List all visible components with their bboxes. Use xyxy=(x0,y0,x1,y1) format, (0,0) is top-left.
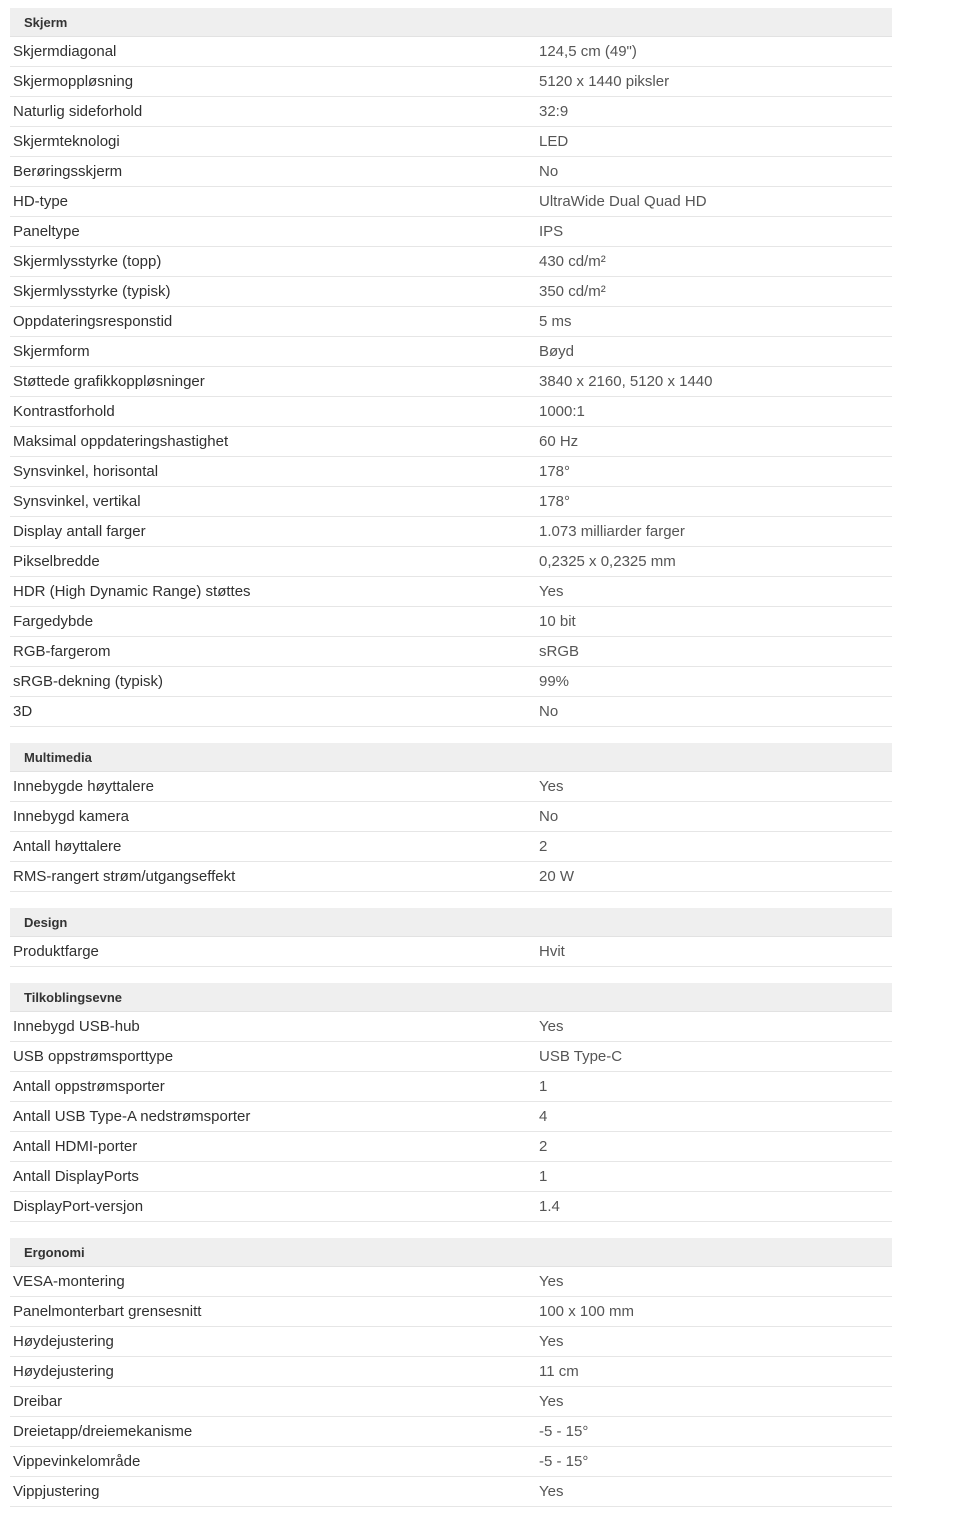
spec-row xyxy=(10,1072,892,1102)
spec-row xyxy=(10,637,892,667)
spec-value: Yes xyxy=(539,1483,564,1500)
spec-label: Skjermform xyxy=(13,343,90,360)
spec-value: Yes xyxy=(539,778,564,795)
spec-label: Dreietapp/dreiemekanisme xyxy=(13,1423,193,1440)
spec-label: VESA-montering xyxy=(13,1273,125,1290)
spec-label: Synsvinkel, vertikal xyxy=(13,493,141,510)
spec-row xyxy=(10,1192,892,1222)
spec-value: Yes xyxy=(539,1393,564,1410)
spec-value: No xyxy=(539,163,559,180)
spec-row xyxy=(10,277,892,307)
spec-value: 2 xyxy=(539,838,548,855)
spec-label: RGB-fargerom xyxy=(13,643,111,660)
spec-value: 11 cm xyxy=(539,1363,579,1380)
spec-value: UltraWide Dual Quad HD xyxy=(539,193,707,210)
spec-value: -5 - 15° xyxy=(539,1423,589,1440)
spec-row xyxy=(10,487,892,517)
spec-label: Dreibar xyxy=(13,1393,63,1410)
spec-value: 1.4 xyxy=(539,1198,560,1215)
spec-value: 124,5 cm (49") xyxy=(539,43,637,60)
spec-section-multimedia xyxy=(10,743,892,892)
spec-row xyxy=(10,127,892,157)
spec-value: 178° xyxy=(539,463,571,480)
spec-row xyxy=(10,802,892,832)
spec-label: DisplayPort-versjon xyxy=(13,1198,144,1215)
section-header: Design xyxy=(10,908,892,937)
spec-value: -5 - 15° xyxy=(539,1453,589,1470)
spec-label: RMS-rangert strøm/utgangseffekt xyxy=(13,868,236,885)
spec-row xyxy=(10,1132,892,1162)
spec-row xyxy=(10,517,892,547)
spec-value: 5120 x 1440 piksler xyxy=(539,73,670,90)
spec-row xyxy=(10,772,892,802)
spec-label: 3D xyxy=(13,703,33,720)
spec-value: 0,2325 x 0,2325 mm xyxy=(539,553,676,570)
spec-label: Skjermlysstyrke (typisk) xyxy=(13,283,171,300)
spec-value: 178° xyxy=(539,493,571,510)
spec-label: USB oppstrømsporttype xyxy=(13,1048,174,1065)
spec-row xyxy=(10,37,892,67)
spec-row xyxy=(10,1417,892,1447)
spec-row xyxy=(10,157,892,187)
spec-label: Antall DisplayPorts xyxy=(13,1168,139,1185)
spec-value: Yes xyxy=(539,1273,564,1290)
spec-row xyxy=(10,457,892,487)
spec-label: HD-type xyxy=(13,193,69,210)
spec-section-skjerm xyxy=(10,8,892,727)
spec-label: Skjermlysstyrke (topp) xyxy=(13,253,162,270)
spec-label: Pikselbredde xyxy=(13,553,100,570)
spec-value: No xyxy=(539,808,559,825)
spec-value: 99% xyxy=(539,673,570,690)
spec-label: Vippevinkelområde xyxy=(13,1453,141,1470)
spec-row xyxy=(10,187,892,217)
spec-label: Antall USB Type-A nedstrømsporter xyxy=(13,1108,251,1125)
spec-row xyxy=(10,937,892,967)
spec-value: No xyxy=(539,703,559,720)
spec-row xyxy=(10,337,892,367)
section-header: Multimedia xyxy=(10,743,892,772)
spec-row xyxy=(10,217,892,247)
spec-row xyxy=(10,1042,892,1072)
spec-row xyxy=(10,1102,892,1132)
spec-row xyxy=(10,1327,892,1357)
spec-label: Kontrastforhold xyxy=(13,403,115,420)
spec-row xyxy=(10,1387,892,1417)
spec-value: 1 xyxy=(539,1168,548,1185)
spec-value: 4 xyxy=(539,1108,548,1125)
spec-label: Vippjustering xyxy=(13,1483,100,1500)
spec-table xyxy=(10,8,892,1523)
spec-value: 10 bit xyxy=(539,613,576,630)
spec-row xyxy=(10,427,892,457)
spec-value: sRGB xyxy=(539,643,580,660)
spec-label: Antall oppstrømsporter xyxy=(13,1078,165,1095)
section-header: Tilkoblingsevne xyxy=(10,983,892,1012)
spec-label: Paneltype xyxy=(13,223,80,240)
spec-value: Yes xyxy=(539,1333,564,1350)
spec-label: Antall HDMI-porter xyxy=(13,1138,138,1155)
spec-row xyxy=(10,607,892,637)
spec-value: Bøyd xyxy=(539,343,575,360)
spec-label: Støttede grafikkoppløsninger xyxy=(13,373,205,390)
spec-label: Skjermoppløsning xyxy=(13,73,134,90)
spec-row xyxy=(10,1297,892,1327)
spec-value: 1000:1 xyxy=(539,403,585,420)
spec-label: Skjermdiagonal xyxy=(13,43,117,60)
spec-row xyxy=(10,247,892,277)
spec-row xyxy=(10,697,892,727)
spec-value: 2 xyxy=(539,1138,548,1155)
section-header: Ergonomi xyxy=(10,1238,892,1267)
spec-section-ergonomi xyxy=(10,1238,892,1507)
spec-value: 100 x 100 mm xyxy=(539,1303,635,1320)
spec-label: sRGB-dekning (typisk) xyxy=(13,673,164,690)
spec-row xyxy=(10,67,892,97)
spec-label: Naturlig sideforhold xyxy=(13,103,143,120)
spec-row xyxy=(10,367,892,397)
spec-label: Produktfarge xyxy=(13,943,99,960)
spec-label: Skjermteknologi xyxy=(13,133,120,150)
spec-label: Berøringsskjerm xyxy=(13,163,123,180)
spec-row xyxy=(10,1357,892,1387)
spec-label: Høydejustering xyxy=(13,1363,114,1380)
spec-label: Maksimal oppdateringshastighet xyxy=(13,433,229,450)
spec-section-tilkoblingsevne xyxy=(10,983,892,1222)
spec-label: Antall høyttalere xyxy=(13,838,122,855)
spec-row xyxy=(10,1012,892,1042)
spec-row xyxy=(10,397,892,427)
spec-value: 20 W xyxy=(539,868,575,885)
spec-value: 5 ms xyxy=(539,313,572,330)
spec-value: IPS xyxy=(539,223,564,240)
spec-value: 430 cd/m² xyxy=(539,253,606,270)
spec-label: Innebygd USB-hub xyxy=(13,1018,140,1035)
spec-row xyxy=(10,832,892,862)
spec-row xyxy=(10,1447,892,1477)
spec-value: 3840 x 2160, 5120 x 1440 xyxy=(539,373,713,390)
spec-value: Hvit xyxy=(539,943,565,960)
spec-section-design xyxy=(10,908,892,967)
spec-value: USB Type-C xyxy=(539,1048,623,1065)
spec-row xyxy=(10,1267,892,1297)
spec-label: Innebygde høyttalere xyxy=(13,778,154,795)
spec-row xyxy=(10,1162,892,1192)
spec-label: Display antall farger xyxy=(13,523,146,540)
spec-value: Yes xyxy=(539,583,564,600)
spec-value: Yes xyxy=(539,1018,564,1035)
spec-value: 32:9 xyxy=(539,103,569,120)
spec-row xyxy=(10,307,892,337)
spec-row xyxy=(10,862,892,892)
spec-value: 1 xyxy=(539,1078,548,1095)
section-header: Skjerm xyxy=(10,8,892,37)
spec-row xyxy=(10,1477,892,1507)
spec-label: Fargedybde xyxy=(13,613,94,630)
spec-value: 350 cd/m² xyxy=(539,283,606,300)
spec-label: Innebygd kamera xyxy=(13,808,129,825)
spec-value: 60 Hz xyxy=(539,433,579,450)
spec-label: Høydejustering xyxy=(13,1333,114,1350)
spec-label: Panelmonterbart grensesnitt xyxy=(13,1303,202,1320)
spec-label: Oppdateringsresponstid xyxy=(13,313,173,330)
spec-label: HDR (High Dynamic Range) støttes xyxy=(13,583,251,600)
spec-row xyxy=(10,577,892,607)
spec-row xyxy=(10,547,892,577)
spec-label: Synsvinkel, horisontal xyxy=(13,463,159,480)
spec-value: LED xyxy=(539,133,569,150)
spec-row xyxy=(10,97,892,127)
spec-value: 1.073 milliarder farger xyxy=(539,523,685,540)
spec-row xyxy=(10,667,892,697)
